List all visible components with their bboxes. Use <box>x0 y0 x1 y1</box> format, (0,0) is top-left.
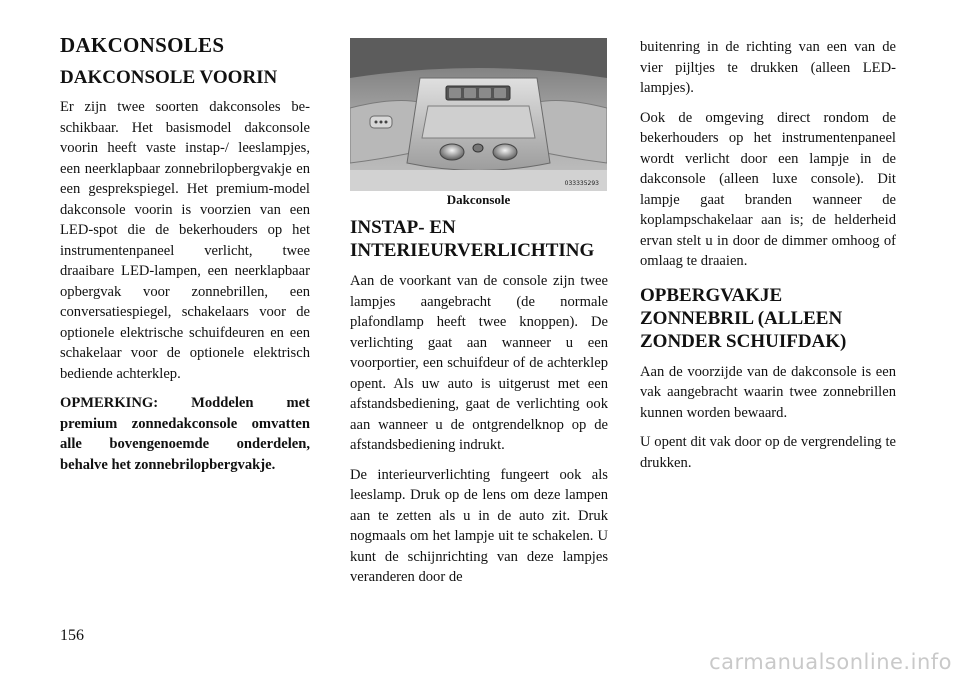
column-1 <box>60 66 310 475</box>
paragraph-led-direction: buitenring in de richting van een van de vier pijltjes te drukken (alleen LED-lampjes). <box>640 39 896 96</box>
paragraph-console-types: Er zijn twee soorten dakconsoles beschikbaar. Het basismodel dakconsole voorin heeft vaste instap-/ leeslampjes, een neerklapbaar zonnebrilopbergvakje en een gesprekspiegel. Het premium-model dakconsole voorin is voorzien van een LED-spot die de bekerhouders op het instrumentenpaneel verlicht, twee draaibare LED-lampen, een neerklapbaar opbergvak voor zonnebrillen, een conversatiespiegel, schakelaars voor de optionele elektrische schuifdeuren en een schakelaar voor de optionele elektrisch bediende achterklep. <box>60 99 310 382</box>
note-premium-console: OPMERKING: Moddelen met premium zonnedakconsole omvatten alle bovengenoemde onderdelen, behalve het zonnebrilopbergvakje. <box>60 395 310 473</box>
paragraph-sunglasses-bin: Aan de voorzijde van de dakconsole is een vak aangebracht waarin twee zonnebrillen kunnen worden bewaard. <box>640 363 896 421</box>
column-3 <box>640 37 896 473</box>
watermark: carmanualsonline.info <box>709 650 952 674</box>
paragraph-reading-lamps: De interieurverlichting fungeert ook als leeslamp. Druk op de lens om deze lampen aan te zetten als u in de auto zit. Druk nogmaals om het lampje uit te schakelen. U kunt de schijnrichting van deze lampjes veranderen door de <box>350 466 608 585</box>
figure-code: 033335293 <box>564 180 599 187</box>
overhead-console-drawing <box>350 38 607 191</box>
section-heading-interior-lighting: INSTAP- EN INTERIEURVERLICHTING <box>350 217 595 261</box>
section-heading-sunglasses-bin: OPBERGVAKJE ZONNEBRIL (ALLEEN ZONDER SCHUIFDAK) <box>640 284 847 352</box>
section-heading-front-console: DAKCONSOLE VOORIN <box>60 67 278 88</box>
page-number: 156 <box>60 627 84 644</box>
figure-caption: Dakconsole <box>446 192 511 207</box>
column-2 <box>350 216 608 588</box>
overhead-console-illustration <box>350 38 607 191</box>
paragraph-cupholder-light: Ook de omgeving direct rondom de bekerhouders op het instrumentenpaneel wordt verlicht door een lampje in de dakconsole (alleen luxe console). Dit lampje gaat branden wanneer de koplampschakelaar aan is; de helderheid ervan stelt u in door de dimmer omhoog of omlaag te draaien. <box>640 109 896 269</box>
paragraph-courtesy-lamps: Aan de voorkant van de console zijn twee lampjes aangebracht (de normale plafondlamp heeft twee knoppen). De verlichting gaat aan wanneer u een voorportier, een schuifdeur of de achterklep opent. Als uw auto is uitgerust met een afstandsbediening, gaat de verlichting ook aan wanneer u de ontgrendelknop op de afstandsbediening indrukt. <box>350 273 608 453</box>
paragraph-open-bin: U opent dit vak door op de vergrendeling te drukken. <box>640 434 896 471</box>
page-title: DAKCONSOLES <box>60 33 225 57</box>
